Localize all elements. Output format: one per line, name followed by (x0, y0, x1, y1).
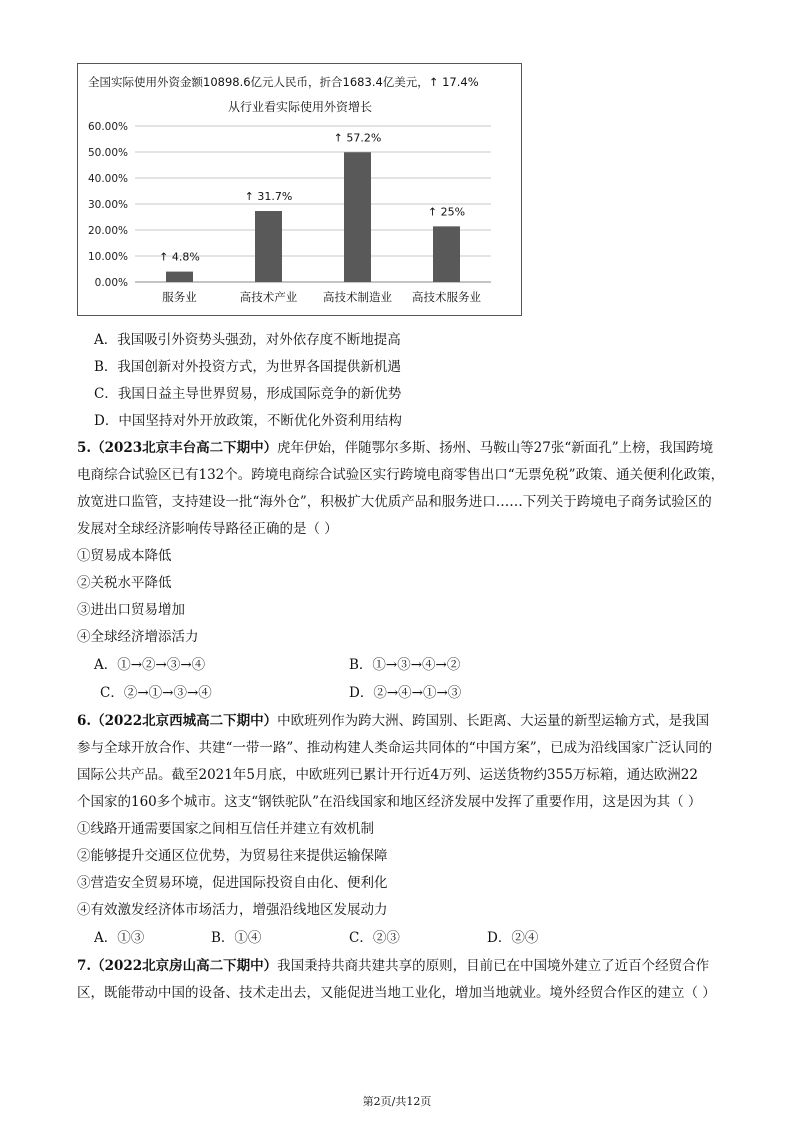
q5-stem-line-2: 电商综合试验区已有132个。跨境电商综合试验区实行跨境电商零售出口“无票免税”政策、通关便利化政策， (77, 467, 725, 483)
q6-item-3: ③营造安全贸易环境，促进国际投资自由化、便利化 (77, 875, 388, 891)
chart-title: 从行业看实际使用外资增长 (227, 100, 373, 114)
q5-option-a: A．①→②→③→④ (94, 657, 206, 673)
bar-value-label: ↑ 31.7% (244, 190, 293, 204)
q5-stem-line-4: 发展对全球经济影响传导路径正确的是（ ） (77, 521, 338, 537)
bar (433, 226, 460, 282)
q6-stem-line-4: 个国家的160多个城市。这支“钢铁驼队”在沿线国家和地区经济发展中发挥了重要作用，这是因为其（ ） (77, 794, 702, 810)
y-tick-label: 20.00% (87, 225, 128, 237)
q5-number: 5. (77, 440, 92, 456)
q4-option-c: C．我国日益主导世界贸易，形成国际竞争的新优势 (94, 386, 402, 402)
chart-header: 全国实际使用外资金额10898.6亿元人民币，折合1683.4亿美元，↑ 17.4% (88, 75, 479, 89)
q5-stem-line-1 (77, 438, 713, 458)
bar (255, 211, 282, 282)
q6-item-2: ②能够提升交通区位优势，为贸易往来提供运输保障 (77, 848, 388, 864)
q5-option-d: D．②→④→①→③ (349, 685, 462, 701)
y-tick-label: 40.00% (87, 173, 128, 185)
q6-option-d: D．②④ (487, 930, 539, 946)
x-tick-label: 高技术产业 (239, 290, 298, 304)
q6-item-4: ④有效激发经济体市场活力，增强沿线地区发展动力 (77, 902, 388, 918)
q6-text: 中欧班列作为跨大洲、跨国别、长距离、大运量的新型运输方式，是我国 (277, 713, 710, 729)
q5-item-4: ④全球经济增添活力 (77, 629, 199, 645)
q5-item-3: ③进出口贸易增加 (77, 602, 185, 618)
q7-stem-line-1 (77, 956, 709, 976)
q6-stem-line-1 (77, 711, 709, 731)
q7-text: 我国秉持共商共建共享的原则，目前已在中国境外建立了近百个经贸合作 (277, 958, 710, 974)
y-tick-label: 60.00% (87, 121, 128, 133)
q7-source: （2022北京房山高二下期中） (91, 958, 278, 974)
bar-value-label: ↑ 25% (427, 205, 466, 219)
q5-stem-line-3: 放宽进口监管，支持建设一批“海外仓”，积极扩大优质产品和服务进口……下列关于跨境电子商务试验区的 (77, 494, 712, 510)
page-footer: 第2页/共12页 (362, 1095, 432, 1108)
bar (166, 272, 193, 282)
q5-item-2: ②关税水平降低 (77, 575, 172, 591)
x-tick-label: 服务业 (162, 290, 197, 304)
bar-value-label: ↑ 57.2% (333, 131, 382, 145)
q6-source: （2022北京西城高二下期中） (91, 713, 278, 729)
q6-number: 6. (77, 713, 92, 729)
q4-option-d: D．中国坚持对外开放政策，不断优化外资利用结构 (94, 413, 402, 429)
bar-value-label: ↑ 4.8% (159, 250, 200, 264)
q4-option-a: A．我国吸引外资势头强劲，对外依存度不断地提高 (94, 332, 401, 348)
bar (344, 152, 371, 282)
q6-option-c: C．②③ (349, 930, 400, 946)
q5-option-b: B．①→③→④→② (349, 657, 461, 673)
q6-option-a: A．①③ (94, 930, 145, 946)
q6-option-b: B．①④ (211, 930, 262, 946)
bar-chart (77, 63, 522, 316)
x-tick-label: 高技术制造业 (323, 290, 392, 304)
y-tick-label: 30.00% (87, 199, 128, 211)
y-tick-label: 0.00% (94, 277, 128, 289)
q5-source: （2023北京丰台高二下期中） (91, 440, 278, 456)
chart-canvas (78, 64, 523, 317)
q7-stem-line-2: 区，既能带动中国的设备、技术走出去，又能促进当地工业化，增加当地就业。境外经贸合作区的建立（ ） (77, 985, 716, 1001)
q4-option-b: B．我国创新对外投资方式，为世界各国提供新机遇 (94, 359, 401, 375)
q6-stem-line-3: 国际公共产品。截至2021年5月底，中欧班列已累计开行近4万列、运送货物约355万标箱，通达欧洲22 (77, 767, 698, 783)
q6-stem-line-2: 参与全球开放合作、共建“一带一路”、推动构建人类命运共同体的“中国方案”，已成为沿线国家广泛认同的 (77, 740, 713, 756)
q6-item-1: ①线路开通需要国家之间相互信任并建立有效机制 (77, 821, 374, 837)
q5-item-1: ①贸易成本降低 (77, 548, 172, 564)
x-tick-label: 高技术服务业 (412, 290, 481, 304)
y-tick-label: 10.00% (87, 251, 128, 263)
q5-option-c: C．②→①→③→④ (100, 685, 212, 701)
y-tick-label: 50.00% (87, 147, 128, 159)
q5-text: 虎年伊始，伴随鄂尔多斯、扬州、马鞍山等27张“新面孔”上榜，我国跨境 (277, 440, 714, 456)
q7-number: 7. (77, 958, 92, 974)
